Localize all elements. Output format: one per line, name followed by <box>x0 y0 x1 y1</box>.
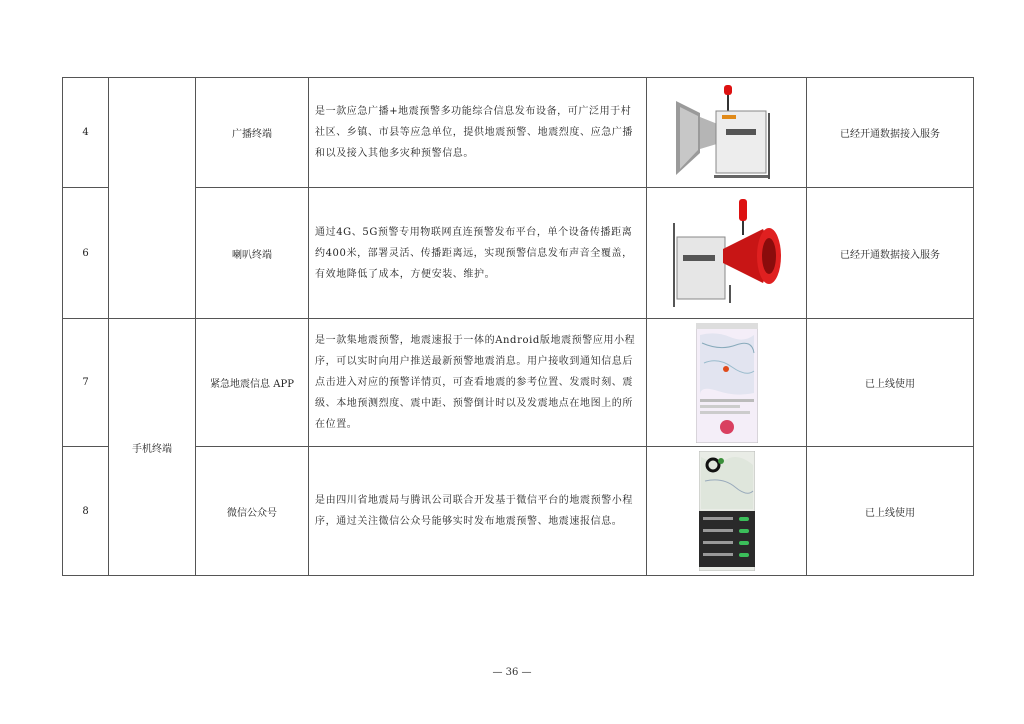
table-row <box>63 188 974 319</box>
row-name: 紧急地震信息 APP <box>196 319 309 447</box>
row-status: 已经开通数据接入服务 <box>807 188 974 319</box>
table-row <box>63 319 974 447</box>
table-row <box>63 78 974 188</box>
row-category: 手机终端 <box>109 319 196 576</box>
row-status: 已上线使用 <box>807 319 974 447</box>
row-description: 通过4G、5G预警专用物联网直连预警发布平台，单个设备传播距离约400米，部署灵活、传播距离远，实现预警信息发布声音全覆盖，有效地降低了成本，方便安装、维护。 <box>309 188 647 319</box>
device-table <box>62 77 974 576</box>
row-image <box>647 319 807 447</box>
wechat-screenshot <box>699 451 755 571</box>
row-image <box>647 447 807 576</box>
row-index: 6 <box>63 188 109 319</box>
broadcast-terminal-photo <box>672 83 782 183</box>
loudspeaker-terminal-photo <box>667 197 787 309</box>
row-image <box>647 78 807 188</box>
row-image <box>647 188 807 319</box>
row-index: 4 <box>63 78 109 188</box>
table-row <box>63 447 974 576</box>
row-name: 广播终端 <box>196 78 309 188</box>
row-description: 是一款应急广播+地震预警多功能综合信息发布设备，可广泛用于村社区、乡镇、市县等应急单位，提供地震预警、地震烈度、应急广播和以及接入其他多灾种预警信息。 <box>309 78 647 188</box>
row-description: 是一款集地震预警，地震速报于一体的Android版地震预警应用小程序，可以实时向用户推送最新预警地震消息。用户接收到通知信息后点击进入对应的预警详情页，可查看地震的参考位置、发震时刻、震级、本地预测烈度、震中距、预警倒计时以及发震地点在地图上的所在位置。 <box>309 319 647 447</box>
row-index: 8 <box>63 447 109 576</box>
page-number: — 36 — <box>492 667 532 678</box>
row-index: 7 <box>63 319 109 447</box>
row-description: 是由四川省地震局与腾讯公司联合开发基于微信平台的地震预警小程序，通过关注微信公众号能够实时发布地震预警、地震速报信息。 <box>309 447 647 576</box>
row-name: 喇叭终端 <box>196 188 309 319</box>
row-category <box>109 78 196 319</box>
app-screenshot <box>696 323 758 443</box>
row-name: 微信公众号 <box>196 447 309 576</box>
row-status: 已经开通数据接入服务 <box>807 78 974 188</box>
row-status: 已上线使用 <box>807 447 974 576</box>
